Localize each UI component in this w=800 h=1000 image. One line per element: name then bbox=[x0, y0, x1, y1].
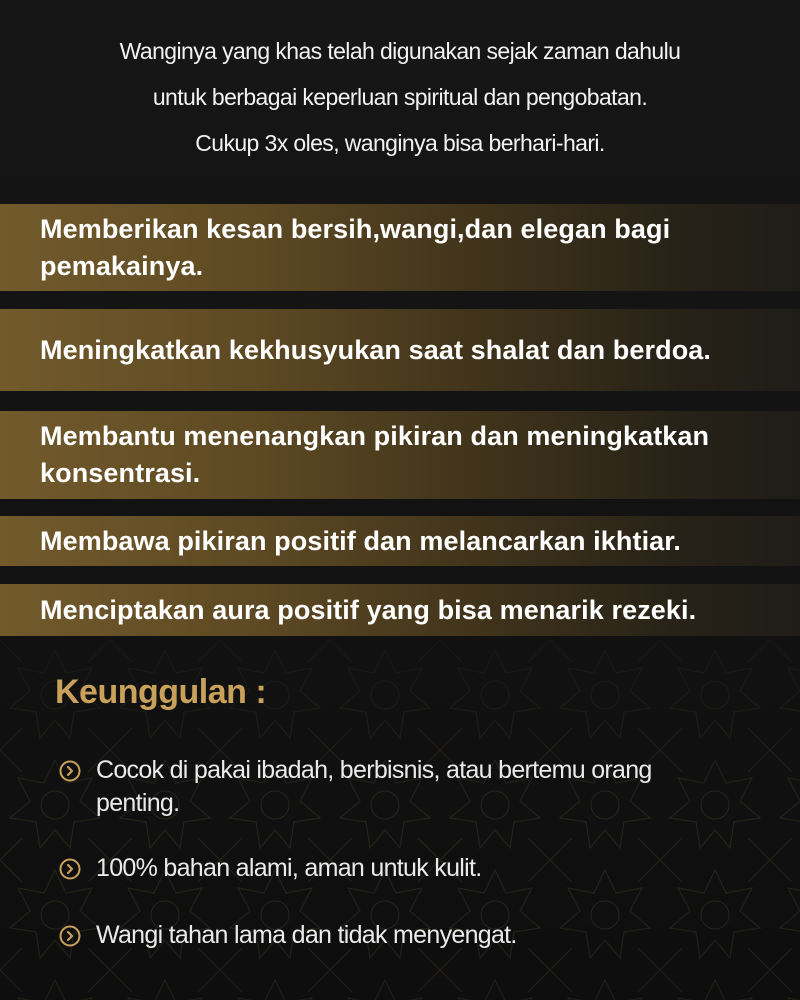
benefit-text: Menciptakan aura positif yang bisa menarik rezeki. bbox=[40, 594, 697, 625]
benefit-band-2 bbox=[0, 309, 800, 391]
benefit-text: Membawa pikiran positif dan melancarkan ikhtiar. bbox=[40, 525, 682, 556]
advantage-item-3 bbox=[58, 919, 758, 952]
benefit-band-3 bbox=[0, 411, 800, 499]
benefit-text: Meningkatkan kekhusyukan saat shalat dan berdoa. bbox=[40, 334, 712, 365]
advantage-item-2 bbox=[58, 852, 758, 885]
benefit-text: Memberikan kesan bersih,wangi,dan elegan bagi pemakainya. bbox=[40, 213, 671, 281]
advantage-item-1 bbox=[58, 754, 758, 820]
benefit-band-1 bbox=[0, 204, 800, 291]
intro-line: untuk berbagai keperluan spiritual dan pengobatan. bbox=[152, 84, 648, 110]
chevron-circle-icon bbox=[58, 857, 82, 881]
intro-paragraph bbox=[0, 28, 800, 166]
chevron-circle-icon bbox=[58, 924, 82, 948]
intro-line: Cukup 3x oles, wanginya bisa berhari-hari. bbox=[195, 130, 605, 156]
intro-line: Wanginya yang khas telah digunakan sejak zaman dahulu bbox=[119, 38, 681, 64]
benefit-text: Membantu menenangkan pikiran dan meningkatkan konsentrasi. bbox=[40, 421, 710, 488]
advantages-heading: Keunggulan : bbox=[55, 673, 267, 711]
advantage-text: 100% bahan alami, aman untuk kulit. bbox=[96, 854, 482, 882]
benefit-band-5 bbox=[0, 584, 800, 636]
benefit-band-4 bbox=[0, 516, 800, 566]
advantage-text: Wangi tahan lama dan tidak menyengat. bbox=[96, 921, 517, 949]
chevron-circle-icon bbox=[58, 759, 82, 783]
advantage-text: Cocok di pakai ibadah, berbisnis, atau bertemu orang penting. bbox=[96, 756, 652, 817]
